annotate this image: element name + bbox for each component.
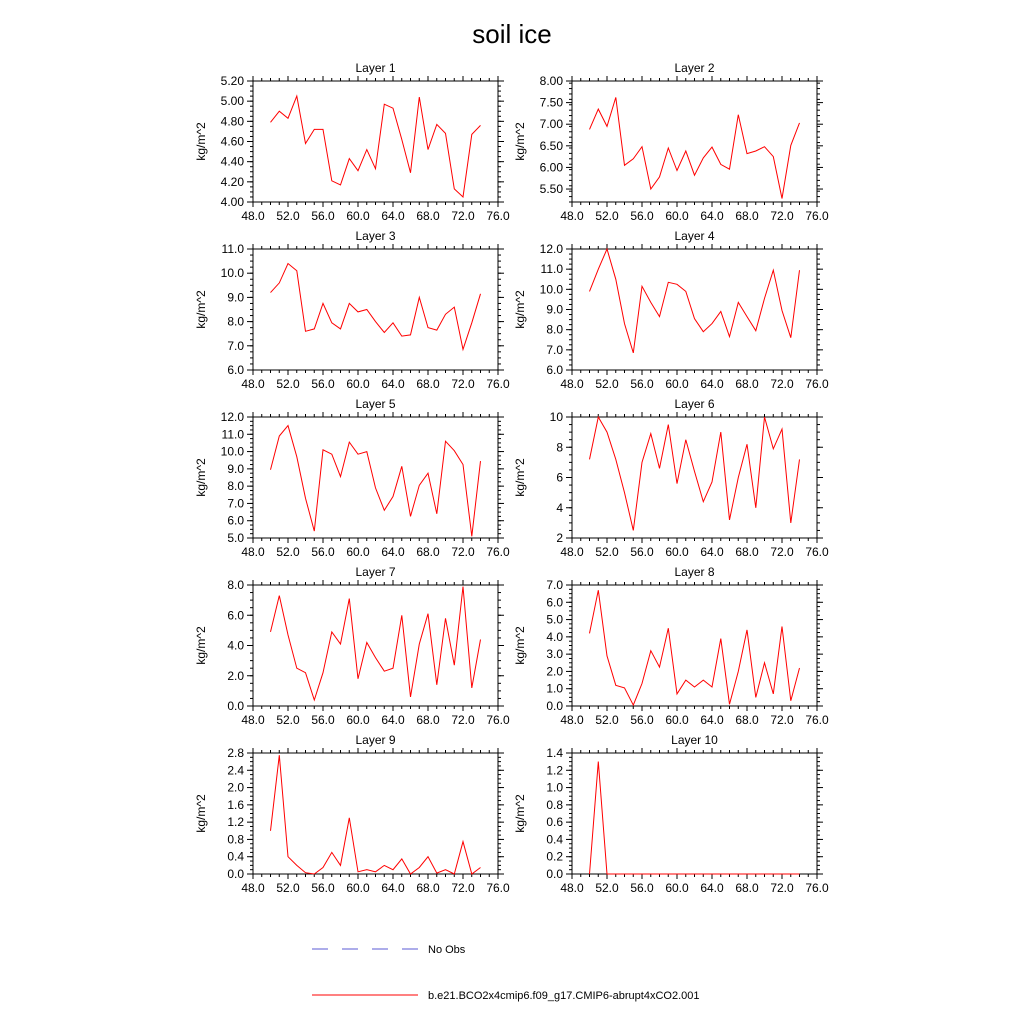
y-tick-label: 8.0 [546, 322, 563, 337]
x-tick-label: 68.0 [416, 209, 440, 223]
x-tick-label: 52.0 [595, 209, 619, 223]
x-tick-label: 48.0 [560, 209, 584, 223]
y-tick-label: 6.0 [546, 595, 563, 610]
x-tick-label: 56.0 [311, 209, 335, 223]
series-line [271, 755, 481, 874]
panel-title: Layer 8 [674, 565, 715, 579]
x-tick-label: 64.0 [381, 881, 405, 895]
y-tick-label: 1.6 [227, 797, 244, 812]
y-tick-label: 7.0 [227, 338, 244, 353]
x-tick-label: 48.0 [241, 545, 265, 559]
x-tick-label: 60.0 [346, 713, 370, 727]
y-axis-label: kg/m^2 [194, 794, 208, 833]
series-line [590, 417, 800, 530]
x-tick-label: 76.0 [486, 881, 510, 895]
y-tick-label: 6.0 [546, 363, 563, 377]
y-tick-label: 12.0 [539, 242, 563, 256]
x-tick-label: 68.0 [735, 713, 759, 727]
x-tick-label: 60.0 [346, 209, 370, 223]
y-tick-label: 7.50 [539, 95, 563, 110]
panel-title: Layer 6 [674, 397, 715, 411]
y-tick-label: 0.2 [546, 849, 563, 864]
y-tick-label: 1.2 [227, 815, 244, 830]
x-tick-label: 56.0 [630, 209, 654, 223]
x-tick-label: 48.0 [241, 881, 265, 895]
x-tick-label: 48.0 [241, 209, 265, 223]
plot-frame [572, 249, 817, 370]
plot-frame [253, 249, 498, 370]
y-axis-label: kg/m^2 [513, 290, 527, 329]
y-tick-label: 8.0 [227, 479, 244, 494]
y-axis-label: kg/m^2 [194, 458, 208, 497]
x-tick-label: 56.0 [630, 545, 654, 559]
panel-title: Layer 5 [355, 397, 396, 411]
figure-title: soil ice [472, 19, 552, 49]
x-tick-label: 68.0 [735, 377, 759, 391]
y-tick-label: 4.40 [220, 154, 244, 169]
series-line [590, 762, 800, 874]
plot-frame [572, 753, 817, 874]
x-tick-label: 64.0 [381, 545, 405, 559]
x-tick-label: 72.0 [451, 209, 475, 223]
y-tick-label: 4.0 [227, 638, 244, 653]
y-tick-label: 6.00 [539, 160, 563, 175]
x-tick-label: 48.0 [560, 881, 584, 895]
x-tick-label: 60.0 [346, 545, 370, 559]
x-tick-label: 72.0 [770, 545, 794, 559]
panel-4 [513, 229, 829, 391]
x-tick-label: 52.0 [276, 545, 300, 559]
y-tick-label: 9.0 [546, 302, 563, 317]
y-tick-label: 0.6 [546, 815, 563, 830]
plot-frame [572, 417, 817, 538]
y-tick-label: 0.0 [546, 867, 563, 881]
y-tick-label: 10.0 [220, 266, 244, 281]
x-tick-label: 60.0 [665, 545, 689, 559]
y-axis-label: kg/m^2 [194, 290, 208, 329]
x-tick-label: 68.0 [416, 377, 440, 391]
x-tick-label: 76.0 [805, 713, 829, 727]
plot-frame [253, 81, 498, 202]
x-tick-label: 48.0 [560, 377, 584, 391]
x-tick-label: 56.0 [630, 713, 654, 727]
y-tick-label: 10.0 [220, 444, 244, 459]
x-tick-label: 72.0 [770, 881, 794, 895]
panel-title: Layer 9 [355, 733, 396, 747]
x-tick-label: 56.0 [630, 881, 654, 895]
panel-title: Layer 3 [355, 229, 396, 243]
y-tick-label: 1.0 [546, 681, 563, 696]
x-tick-label: 64.0 [381, 713, 405, 727]
plot-frame [572, 81, 817, 202]
x-tick-label: 52.0 [276, 881, 300, 895]
y-tick-label: 3.0 [546, 647, 563, 662]
x-tick-label: 76.0 [805, 209, 829, 223]
y-tick-label: 12.0 [220, 410, 244, 424]
panel-title: Layer 7 [355, 565, 396, 579]
plot-frame [253, 417, 498, 538]
panel-8 [513, 565, 829, 727]
y-tick-label: 6.0 [227, 608, 244, 623]
y-tick-label: 2.0 [546, 664, 563, 679]
x-tick-label: 56.0 [630, 377, 654, 391]
y-tick-label: 2.8 [227, 746, 244, 760]
x-tick-label: 52.0 [276, 209, 300, 223]
x-tick-label: 60.0 [346, 377, 370, 391]
x-tick-label: 68.0 [416, 713, 440, 727]
legend-label-obs: No Obs [428, 944, 466, 956]
y-tick-label: 6.50 [539, 138, 563, 153]
x-tick-label: 60.0 [665, 713, 689, 727]
x-tick-label: 68.0 [735, 881, 759, 895]
x-tick-label: 52.0 [595, 377, 619, 391]
panel-1 [194, 61, 510, 223]
x-tick-label: 56.0 [311, 545, 335, 559]
y-tick-label: 5.20 [220, 74, 244, 88]
y-tick-label: 5.00 [220, 94, 244, 109]
y-tick-label: 11.0 [540, 262, 563, 277]
series-line [590, 97, 800, 198]
x-tick-label: 72.0 [770, 209, 794, 223]
y-tick-label: 6.0 [227, 513, 244, 528]
y-axis-label: kg/m^2 [513, 458, 527, 497]
panel-title: Layer 2 [674, 61, 715, 75]
x-tick-label: 64.0 [381, 209, 405, 223]
y-tick-label: 1.4 [546, 746, 563, 760]
x-tick-label: 56.0 [311, 713, 335, 727]
x-tick-label: 60.0 [665, 377, 689, 391]
x-tick-label: 52.0 [595, 881, 619, 895]
x-tick-label: 52.0 [276, 377, 300, 391]
panel-3 [194, 229, 510, 391]
y-tick-label: 4.0 [546, 629, 563, 644]
x-tick-label: 48.0 [560, 713, 584, 727]
x-tick-label: 64.0 [700, 545, 724, 559]
y-tick-label: 6.0 [227, 363, 244, 377]
x-tick-label: 56.0 [311, 881, 335, 895]
x-tick-label: 68.0 [735, 545, 759, 559]
y-tick-label: 7.0 [546, 578, 563, 592]
y-tick-label: 9.0 [227, 461, 244, 476]
y-tick-label: 8 [556, 440, 563, 455]
plot-frame [253, 753, 498, 874]
panel-9 [194, 733, 510, 895]
x-tick-label: 72.0 [451, 881, 475, 895]
y-tick-label: 4 [556, 500, 563, 515]
x-tick-label: 52.0 [276, 713, 300, 727]
y-tick-label: 4.00 [220, 195, 244, 209]
y-tick-label: 0.8 [546, 797, 563, 812]
x-tick-label: 52.0 [595, 545, 619, 559]
y-tick-label: 4.20 [220, 174, 244, 189]
y-tick-label: 5.50 [539, 182, 563, 197]
y-tick-label: 1.0 [546, 780, 563, 795]
panel-7 [194, 565, 510, 727]
x-tick-label: 48.0 [241, 713, 265, 727]
x-tick-label: 76.0 [486, 377, 510, 391]
y-axis-label: kg/m^2 [513, 122, 527, 161]
y-tick-label: 8.00 [539, 74, 563, 88]
x-tick-label: 72.0 [451, 545, 475, 559]
x-tick-label: 60.0 [665, 209, 689, 223]
y-tick-label: 8.0 [227, 314, 244, 329]
y-tick-label: 0.0 [227, 867, 244, 881]
x-tick-label: 60.0 [665, 881, 689, 895]
x-tick-label: 64.0 [700, 881, 724, 895]
panel-2 [513, 61, 829, 223]
y-axis-label: kg/m^2 [194, 122, 208, 161]
y-tick-label: 2 [556, 531, 563, 545]
x-tick-label: 76.0 [805, 881, 829, 895]
y-tick-label: 2.0 [227, 780, 244, 795]
y-tick-label: 5.0 [546, 612, 563, 627]
panel-6 [513, 397, 829, 559]
x-tick-label: 76.0 [486, 209, 510, 223]
series-line [590, 249, 800, 353]
y-tick-label: 8.0 [227, 578, 244, 592]
y-tick-label: 7.00 [539, 117, 563, 132]
panel-title: Layer 10 [671, 733, 718, 747]
x-tick-label: 56.0 [311, 377, 335, 391]
x-tick-label: 64.0 [700, 209, 724, 223]
x-tick-label: 72.0 [770, 377, 794, 391]
y-tick-label: 0.4 [227, 849, 244, 864]
x-tick-label: 48.0 [241, 377, 265, 391]
panel-5 [194, 397, 510, 559]
y-tick-label: 4.60 [220, 134, 244, 149]
y-axis-label: kg/m^2 [513, 794, 527, 833]
series-line [271, 587, 481, 701]
x-tick-label: 68.0 [735, 209, 759, 223]
x-tick-label: 76.0 [805, 377, 829, 391]
plot-frame [572, 585, 817, 706]
series-line [271, 264, 481, 350]
series-line [590, 590, 800, 705]
y-tick-label: 0.0 [546, 699, 563, 713]
x-tick-label: 76.0 [486, 545, 510, 559]
y-tick-label: 0.4 [546, 832, 563, 847]
y-tick-label: 2.0 [227, 668, 244, 683]
y-tick-label: 5.0 [227, 531, 244, 545]
x-tick-label: 64.0 [700, 377, 724, 391]
panels [194, 61, 829, 895]
y-tick-label: 10.0 [539, 282, 563, 297]
y-tick-label: 11.0 [221, 427, 244, 442]
y-tick-label: 7.0 [227, 496, 244, 511]
x-tick-label: 72.0 [451, 377, 475, 391]
panel-title: Layer 4 [674, 229, 715, 243]
y-tick-label: 4.80 [220, 114, 244, 129]
series-line [271, 426, 481, 537]
x-tick-label: 52.0 [595, 713, 619, 727]
x-tick-label: 68.0 [416, 881, 440, 895]
y-axis-label: kg/m^2 [194, 626, 208, 665]
x-tick-label: 60.0 [346, 881, 370, 895]
x-tick-label: 76.0 [486, 713, 510, 727]
x-tick-label: 76.0 [805, 545, 829, 559]
y-tick-label: 0.8 [227, 832, 244, 847]
y-tick-label: 11.0 [221, 242, 244, 256]
x-tick-label: 48.0 [560, 545, 584, 559]
legend [312, 944, 700, 1002]
x-tick-label: 64.0 [700, 713, 724, 727]
y-axis-label: kg/m^2 [513, 626, 527, 665]
y-tick-label: 10 [549, 410, 563, 424]
legend-label-model: b.e21.BCO2x4cmip6.f09_g17.CMIP6-abrupt4xCO2.001 [428, 990, 700, 1002]
x-tick-label: 72.0 [770, 713, 794, 727]
x-tick-label: 72.0 [451, 713, 475, 727]
y-tick-label: 1.2 [546, 763, 563, 778]
x-tick-label: 68.0 [416, 545, 440, 559]
y-tick-label: 9.0 [227, 290, 244, 305]
y-tick-label: 7.0 [546, 342, 563, 357]
series-line [271, 96, 481, 197]
y-tick-label: 2.4 [227, 763, 244, 778]
y-tick-label: 6 [556, 470, 563, 485]
y-tick-label: 0.0 [227, 699, 244, 713]
panel-title: Layer 1 [355, 61, 396, 75]
x-tick-label: 64.0 [381, 377, 405, 391]
panel-10 [513, 733, 829, 895]
